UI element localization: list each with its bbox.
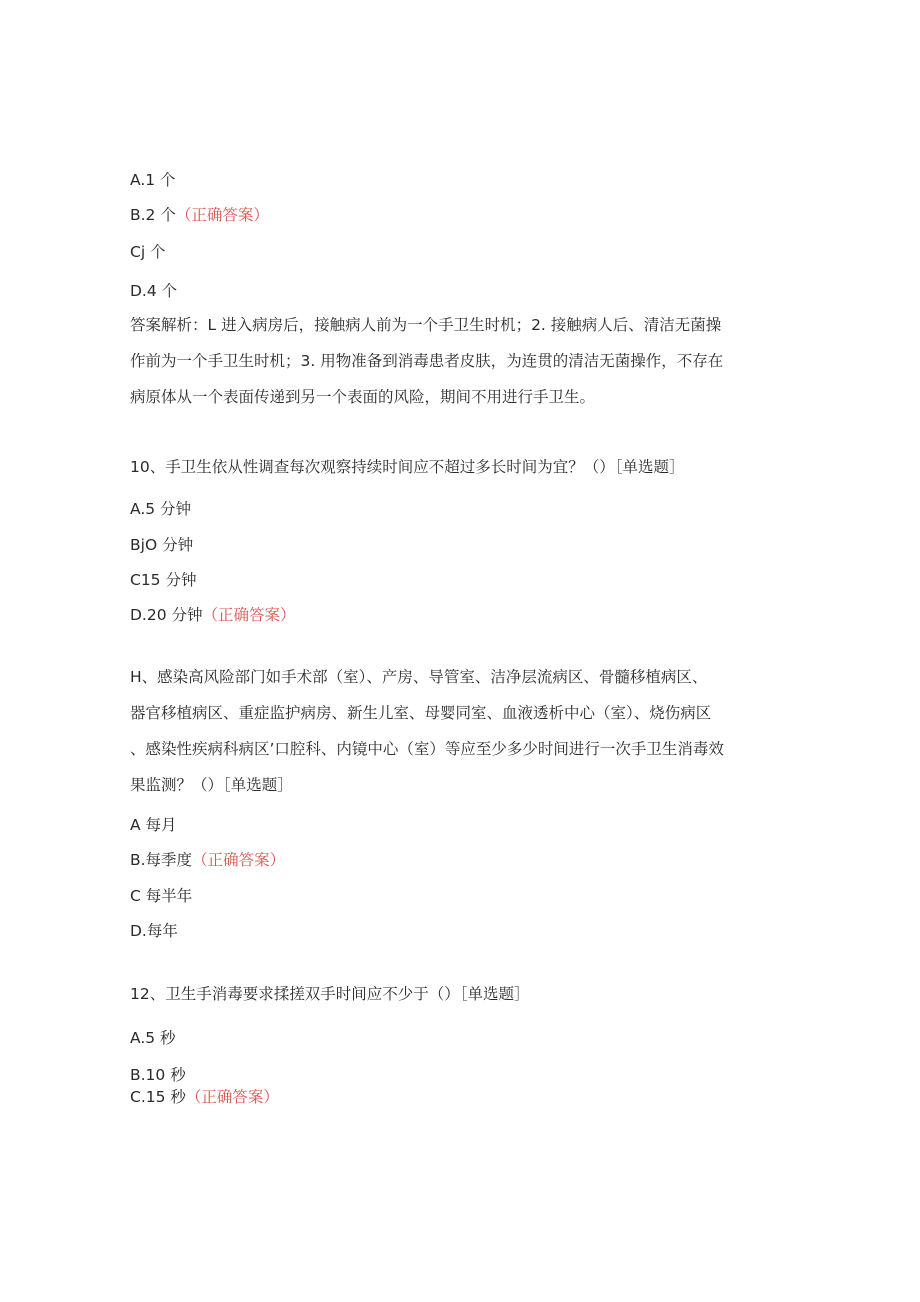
correct-answer-mark: （正确答案） xyxy=(185,1088,279,1106)
q10-option-c xyxy=(130,570,196,590)
option-text: D.4 个 xyxy=(130,282,178,300)
option-text: D.每年 xyxy=(130,922,178,940)
q11-option-c xyxy=(130,886,192,906)
question-line: H、感染高风险部门如手术部（室）、产房、导管室、洁净层流病区、骨髓移植病区、 xyxy=(130,668,708,686)
q9-option-a xyxy=(130,170,176,190)
analysis-line: 病原体从一个表面传递到另一个表面的风险，期间不用进行手卫生。 xyxy=(130,388,596,406)
question-text: 10、手卫生依从性调查每次观察持续时间应不超过多长时间为宜？（）［单选题］ xyxy=(130,458,685,476)
option-text: A.5 分钟 xyxy=(130,500,192,518)
question-text: 12、卫生手消毒要求揉搓双手时间应不少于（）［单选题］ xyxy=(130,985,530,1003)
option-text: A.1 个 xyxy=(130,171,176,189)
q10-question xyxy=(130,457,684,477)
option-text: C 每半年 xyxy=(130,887,193,905)
option-text: B.每季度 xyxy=(130,851,193,869)
correct-answer-mark: （正确答案） xyxy=(202,606,296,624)
option-text: A.5 秒 xyxy=(130,1029,176,1047)
option-text: B.2 个 xyxy=(130,206,176,224)
q11-option-d xyxy=(130,921,178,941)
option-text: C15 分钟 xyxy=(130,571,197,589)
q11-question xyxy=(130,659,780,803)
analysis-line: 答案解析：L 进入病房后，接触病人前为一个手卫生时机；2. 接触病人后、清洁无菌操 xyxy=(130,316,722,334)
q10-option-b xyxy=(130,535,193,555)
q9-analysis xyxy=(130,307,780,415)
q12-option-b xyxy=(130,1065,186,1085)
q10-option-d xyxy=(130,605,296,625)
question-line: 、感染性疾病科病区’口腔科、内镜中心（室）等应至少多少时间进行一次手卫生消毒效 xyxy=(130,740,724,758)
option-text: C.15 秒 xyxy=(130,1088,186,1106)
q9-option-b xyxy=(130,205,269,225)
correct-answer-mark: （正确答案） xyxy=(192,851,286,869)
q12-option-c xyxy=(130,1087,279,1107)
option-text: D.20 分钟 xyxy=(130,606,203,624)
q11-option-a xyxy=(130,815,177,835)
option-text: B.10 秒 xyxy=(130,1066,186,1084)
option-text: A 每月 xyxy=(130,816,177,834)
q12-option-a xyxy=(130,1028,176,1048)
q9-option-c xyxy=(130,242,166,262)
q9-option-d xyxy=(130,281,177,301)
option-text: BjO 分钟 xyxy=(130,536,194,554)
q10-option-a xyxy=(130,499,191,519)
question-line: 器官移植病区、重症监护病房、新生儿室、母婴同室、血液透析中心（室）、烧伤病区 xyxy=(130,704,712,722)
analysis-line: 作前为一个手卫生时机；3. 用物准备到消毒患者皮肤，为连贯的清洁无菌操作，不存在 xyxy=(130,352,724,370)
option-text: Cj 个 xyxy=(130,243,166,261)
q12-question xyxy=(130,984,529,1004)
question-line: 果监测？（）［单选题］ xyxy=(130,776,293,794)
correct-answer-mark: （正确答案） xyxy=(175,206,269,224)
q11-option-b xyxy=(130,850,285,870)
